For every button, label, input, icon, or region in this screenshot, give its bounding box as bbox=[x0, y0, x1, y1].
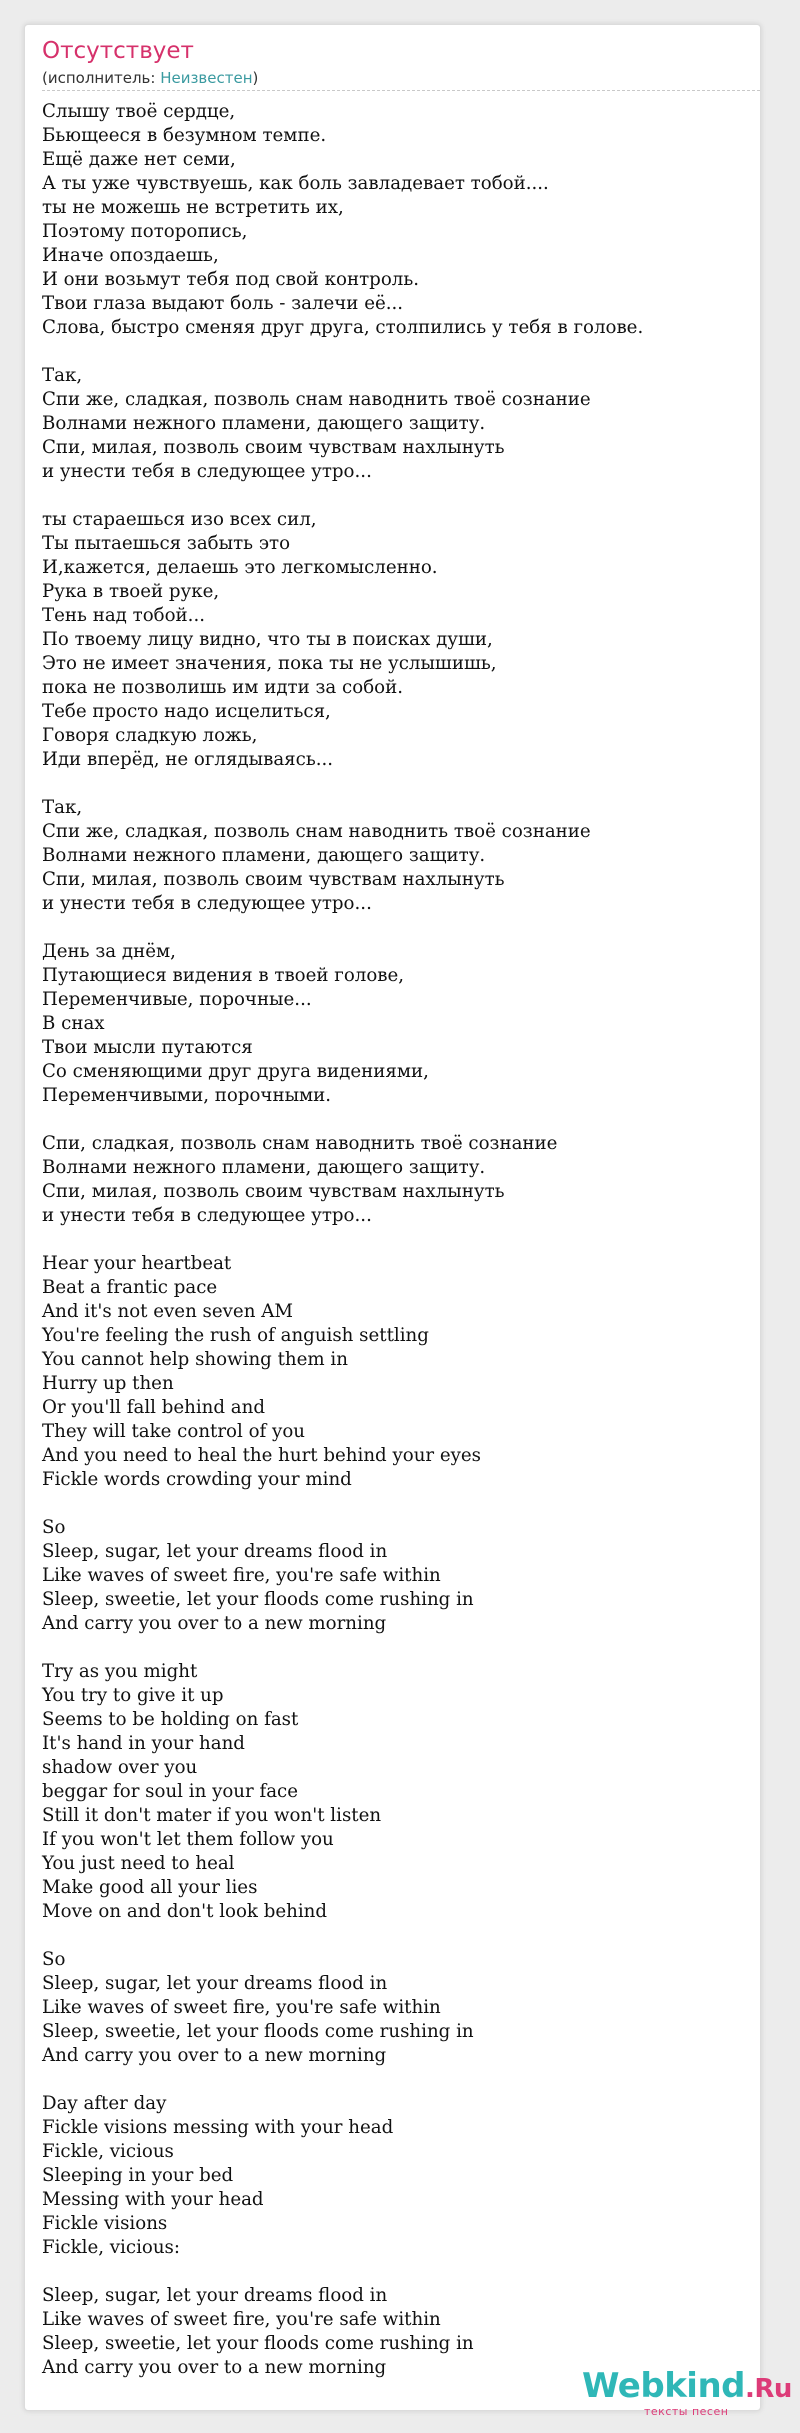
lyric-line: Путающиеся видения в твоей голове, bbox=[42, 965, 405, 986]
song-title: Отсутствует bbox=[42, 38, 194, 64]
lyric-line bbox=[42, 2260, 762, 2284]
artist-line bbox=[42, 69, 258, 87]
lyric-line bbox=[42, 484, 762, 508]
lyric-line: Спи, милая, позволь своим чувствам нахлынуть bbox=[42, 1181, 505, 1202]
lyric-line: And carry you over to a new morning bbox=[42, 2357, 387, 2378]
lyric-line: Messing with your head bbox=[42, 2189, 264, 2210]
lyric-line: Со сменяющими друг друга видениями, bbox=[42, 1061, 429, 1082]
lyric-line: Fickle, vicious bbox=[42, 2141, 174, 2162]
lyric-line: Переменчивые, порочные... bbox=[42, 989, 312, 1010]
lyric-line: Это не имеет значения, пока ты не услышишь, bbox=[42, 653, 497, 674]
lyric-line: So bbox=[42, 1949, 66, 1970]
lyric-line bbox=[42, 2068, 762, 2092]
lyric-line: They will take control of you bbox=[42, 1421, 305, 1442]
lyric-line: beggar for soul in your face bbox=[42, 1781, 299, 1802]
lyric-line: And carry you over to a new morning bbox=[42, 2045, 387, 2066]
logo-subtitle: тексты песен bbox=[644, 2405, 729, 2418]
lyric-line: День за днём, bbox=[42, 941, 176, 962]
lyric-line: Sleep, sweetie, let your floods come rushing in bbox=[42, 2021, 474, 2042]
lyric-line: Рука в твоей руке, bbox=[42, 581, 220, 602]
lyric-line: You cannot help showing them in bbox=[42, 1349, 348, 1370]
lyric-line: Beat a frantic pace bbox=[42, 1277, 218, 1298]
lyric-line: It's hand in your hand bbox=[42, 1733, 245, 1754]
lyric-line: Day after day bbox=[42, 2093, 167, 2114]
lyric-line: Спи, милая, позволь своим чувствам нахлынуть bbox=[42, 437, 505, 458]
lyric-line: Переменчивыми, порочными. bbox=[42, 1085, 332, 1106]
lyric-line: Move on and don't look behind bbox=[42, 1901, 328, 1922]
lyric-line: ты стараешься изо всех сил, bbox=[42, 509, 317, 530]
lyric-line: Like waves of sweet fire, you're safe within bbox=[42, 1565, 441, 1586]
lyric-line bbox=[42, 340, 762, 364]
lyric-line: And you need to heal the hurt behind your eyes bbox=[42, 1445, 482, 1466]
lyric-line: Seems to be holding on fast bbox=[42, 1709, 299, 1730]
lyric-line: Бьющееся в безумном темпе. bbox=[42, 125, 327, 146]
lyric-line: Ты пытаешься забыть это bbox=[42, 533, 291, 554]
lyric-line: You just need to heal bbox=[42, 1853, 235, 1874]
lyric-line: Спи же, сладкая, позволь снам наводнить твоё сознание bbox=[42, 821, 591, 842]
lyric-line bbox=[42, 1924, 762, 1948]
lyric-line: Sleep, sweetie, let your floods come rushing in bbox=[42, 2333, 474, 2354]
header-divider bbox=[42, 90, 760, 91]
lyric-line: shadow over you bbox=[42, 1757, 198, 1778]
lyric-line: You try to give it up bbox=[42, 1685, 224, 1706]
lyric-line: Fickle visions messing with your head bbox=[42, 2117, 394, 2138]
lyric-line: Fickle, vicious: bbox=[42, 2237, 181, 2258]
lyric-line: And it's not even seven AM bbox=[42, 1301, 293, 1322]
logo-tld-text: .Ru bbox=[745, 2374, 792, 2404]
lyric-line bbox=[42, 1492, 762, 1516]
lyric-line: Still it don't mater if you won't listen bbox=[42, 1805, 382, 1826]
lyric-line: Make good all your lies bbox=[42, 1877, 258, 1898]
lyric-line: Fickle visions bbox=[42, 2213, 168, 2234]
logo-main-text: Webkind bbox=[582, 2366, 745, 2406]
lyric-line: И они возьмут тебя под свой контроль. bbox=[42, 269, 420, 290]
lyric-line: Иначе опоздаешь, bbox=[42, 245, 219, 266]
artist-prefix: (исполнитель: bbox=[42, 69, 161, 87]
lyric-line: And carry you over to a new morning bbox=[42, 1613, 387, 1634]
lyric-line: So bbox=[42, 1517, 66, 1538]
lyric-line: По твоему лицу видно, что ты в поисках души, bbox=[42, 629, 493, 650]
lyric-line: Слышу твоё сердце, bbox=[42, 101, 236, 122]
lyrics-text bbox=[42, 100, 762, 2380]
lyric-line: Like waves of sweet fire, you're safe within bbox=[42, 1997, 441, 2018]
lyric-line: Like waves of sweet fire, you're safe within bbox=[42, 2309, 441, 2330]
lyric-line: Спи же, сладкая, позволь снам наводнить твоё сознание bbox=[42, 389, 591, 410]
lyric-line: Sleeping in your bed bbox=[42, 2165, 234, 2186]
lyric-line: пока не позволишь им идти за собой. bbox=[42, 677, 403, 698]
lyric-line bbox=[42, 916, 762, 940]
lyric-line: Твои мысли путаются bbox=[42, 1037, 253, 1058]
lyric-line: Говоря сладкую ложь, bbox=[42, 725, 258, 746]
lyric-line: Иди вперёд, не оглядываясь... bbox=[42, 749, 334, 770]
artist-link[interactable]: Неизвестен bbox=[160, 69, 253, 87]
lyric-line: Sleep, sugar, let your dreams flood in bbox=[42, 2285, 388, 2306]
lyric-line: Слова, быстро сменяя друг друга, столпились у тебя в голове. bbox=[42, 317, 644, 338]
lyric-line: Ещё даже нет семи, bbox=[42, 149, 236, 170]
lyric-line: Волнами нежного пламени, дающего защиту. bbox=[42, 845, 486, 866]
lyric-line: Так, bbox=[42, 365, 83, 386]
lyric-line: Спи, милая, позволь своим чувствам нахлынуть bbox=[42, 869, 505, 890]
lyric-line bbox=[42, 1108, 762, 1132]
lyric-line: и унести тебя в следующее утро... bbox=[42, 1205, 372, 1226]
lyric-line bbox=[42, 772, 762, 796]
lyric-line: Sleep, sugar, let your dreams flood in bbox=[42, 1973, 388, 1994]
lyric-line: Or you'll fall behind and bbox=[42, 1397, 266, 1418]
lyric-line: и унести тебя в следующее утро... bbox=[42, 893, 372, 914]
lyric-line: Sleep, sweetie, let your floods come rushing in bbox=[42, 1589, 474, 1610]
lyric-line: Твои глаза выдают боль - залечи её... bbox=[42, 293, 404, 314]
lyric-line bbox=[42, 1636, 762, 1660]
lyric-line: В снах bbox=[42, 1013, 105, 1034]
lyric-line: ты не можешь не встретить их, bbox=[42, 197, 344, 218]
lyric-line: Волнами нежного пламени, дающего защиту. bbox=[42, 413, 486, 434]
lyric-line: Поэтому поторопись, bbox=[42, 221, 248, 242]
lyric-line: Тень над тобой... bbox=[42, 605, 206, 626]
lyric-line: и унести тебя в следующее утро... bbox=[42, 461, 372, 482]
lyric-line: Sleep, sugar, let your dreams flood in bbox=[42, 1541, 388, 1562]
lyric-line: Fickle words crowding your mind bbox=[42, 1469, 352, 1490]
lyric-line: Волнами нежного пламени, дающего защиту. bbox=[42, 1157, 486, 1178]
artist-suffix: ) bbox=[252, 69, 259, 87]
lyric-line: А ты уже чувствуешь, как боль завладевает тобой.... bbox=[42, 173, 549, 194]
webkind-logo[interactable] bbox=[582, 2366, 792, 2406]
lyric-line: И,кажется, делаешь это легкомысленно. bbox=[42, 557, 438, 578]
lyric-line: Спи, сладкая, позволь снам наводнить твоё сознание bbox=[42, 1133, 558, 1154]
lyric-line: Так, bbox=[42, 797, 83, 818]
lyric-line: If you won't let them follow you bbox=[42, 1829, 334, 1850]
lyric-line: Hear your heartbeat bbox=[42, 1253, 232, 1274]
lyric-line: You're feeling the rush of anguish settling bbox=[42, 1325, 429, 1346]
lyric-line: Тебе просто надо исцелиться, bbox=[42, 701, 331, 722]
lyric-line: Hurry up then bbox=[42, 1373, 174, 1394]
lyric-line: Try as you might bbox=[42, 1661, 198, 1682]
lyric-line bbox=[42, 1228, 762, 1252]
